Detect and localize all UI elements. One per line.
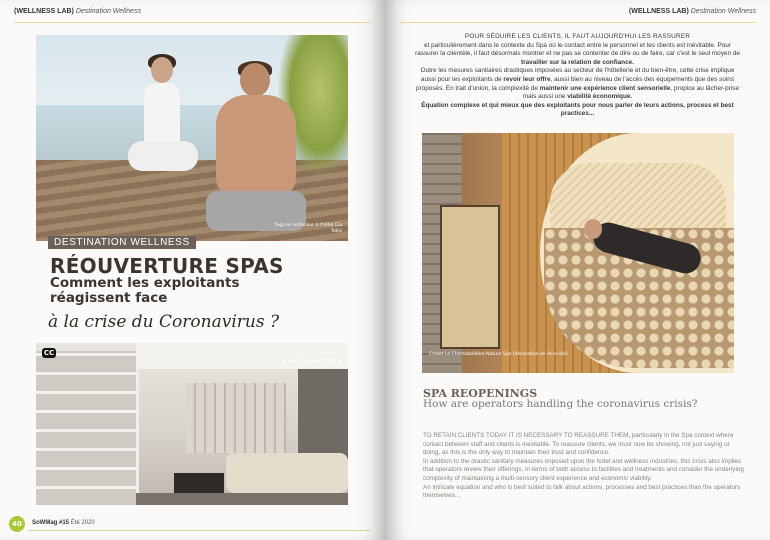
intro-lead: POUR SÉDUIRE LES CLIENTS, IL FAUT AUJOURD'HUI LES RASSURER: [464, 33, 691, 40]
left-running-head: [14, 8, 141, 15]
english-heading: SPA REOPENINGS: [423, 387, 538, 400]
intro-text-fr: [415, 33, 740, 119]
yoga-photo-caption: Yoga en extérieur à l'hôtel Cia Tellis: [274, 223, 342, 234]
chanel-photo-caption: Le Spa Chanel au Ritz Paris: [280, 359, 342, 364]
english-body: [423, 432, 748, 501]
right-running-head: [629, 8, 756, 15]
running-head-section: Destination Wellness: [690, 8, 756, 15]
english-paragraph-2: In addition to the drastic sanitary measures imposed upon the hotel and wellness industries, this crisis also implies that operators review their offerings, in terms of both access to facilities and treatments and consider the underlying complexity of maintaining a multi-sensory client experience and economic viability.: [423, 457, 744, 482]
right-page: [385, 0, 770, 540]
footer-text: [32, 520, 95, 526]
footer-issue: Été 2020: [70, 520, 95, 526]
sauna-photo: [422, 133, 734, 373]
footer-rule: [28, 530, 371, 531]
yoga-woman-figure: [128, 57, 198, 187]
yoga-man-figure: [196, 63, 316, 241]
chanel-shelves: [36, 351, 139, 505]
intro-paragraph-2: Outre les mesures sanitaires drastiques imposées au secteur de l'hôtellerie et du bien-être, cette crise implique aussi pour les exploitants de revoir leur offre, aussi bien au niveau de l'accès des équipements que des soins proposés. En trait d'union, la complexité de maintenir une expérience client sensorielle, propice au lâcher-prise mais aussi une viabilité économique.: [415, 67, 740, 101]
chanel-floor: [136, 493, 348, 505]
intro-paragraph-3: Équation complexe et qui mieux que des exploitants pour nous parler de leurs actions, process et best practices...: [421, 101, 734, 118]
chanel-logo-icon: CC: [43, 349, 55, 357]
english-paragraph-3: An intricate equation and who is best suited to talk about actions, processes and best practices than the operators themselves...: [423, 483, 741, 500]
chanel-spa-photo: [36, 343, 348, 505]
running-head-brand: (WELLNESS LAB): [14, 8, 74, 15]
sauna-door: [440, 205, 500, 349]
page-number: 40: [9, 516, 25, 532]
running-head-section: Destination Wellness: [75, 8, 142, 15]
yoga-photo: [36, 35, 348, 241]
sauna-slats: [550, 163, 726, 233]
sauna-person-head: [584, 219, 602, 239]
right-head-rule: [399, 22, 756, 23]
chanel-sofa: [226, 453, 348, 493]
left-head-rule: [14, 22, 371, 23]
footer-mag: SoWMag #15: [32, 520, 70, 526]
section-tag: DESTINATION WELLNESS: [48, 236, 196, 249]
article-title: RÉOUVERTURE SPAS: [50, 254, 284, 278]
article-subtitle: Comment les exploitants réagissent face: [50, 275, 240, 306]
english-subheading: How are operators handling the coronavirus crisis?: [423, 398, 698, 410]
sauna-photo-caption: Chalet Le Chantaboldère Nature Spa (décoration en Aksa bik): [429, 352, 568, 357]
chanel-back-wall: [186, 383, 286, 453]
intro-paragraph-1: POUR SÉDUIRE LES CLIENTS, IL FAUT AUJOURD'HUI LES RASSURER et particulièrement dans le contexte du Spa où le contact entre le personnel et les clients est inévitable. Pour rassurer la clientèle, il faut désormais montrer et ne pas se contenter de dire ou de faire, car c'est le seul moyen de travailler sur la relation de confiance.: [415, 33, 740, 66]
article-script-line: à la crise du Coronavirus ?: [48, 312, 280, 332]
running-head-brand: (WELLNESS LAB): [628, 8, 689, 15]
chanel-ceiling: [136, 343, 348, 369]
chanel-table: [174, 473, 224, 493]
english-paragraph-1: TO RETAIN CLIENTS TODAY IT IS NECESSARY TO REASSURE THEM, particularly in the Spa context where contact between staff and clients is inevitable. To reassure clients, we must now be showing, not just saying or doing, as this is the only way to maintain their trust and confidence.: [423, 432, 734, 457]
